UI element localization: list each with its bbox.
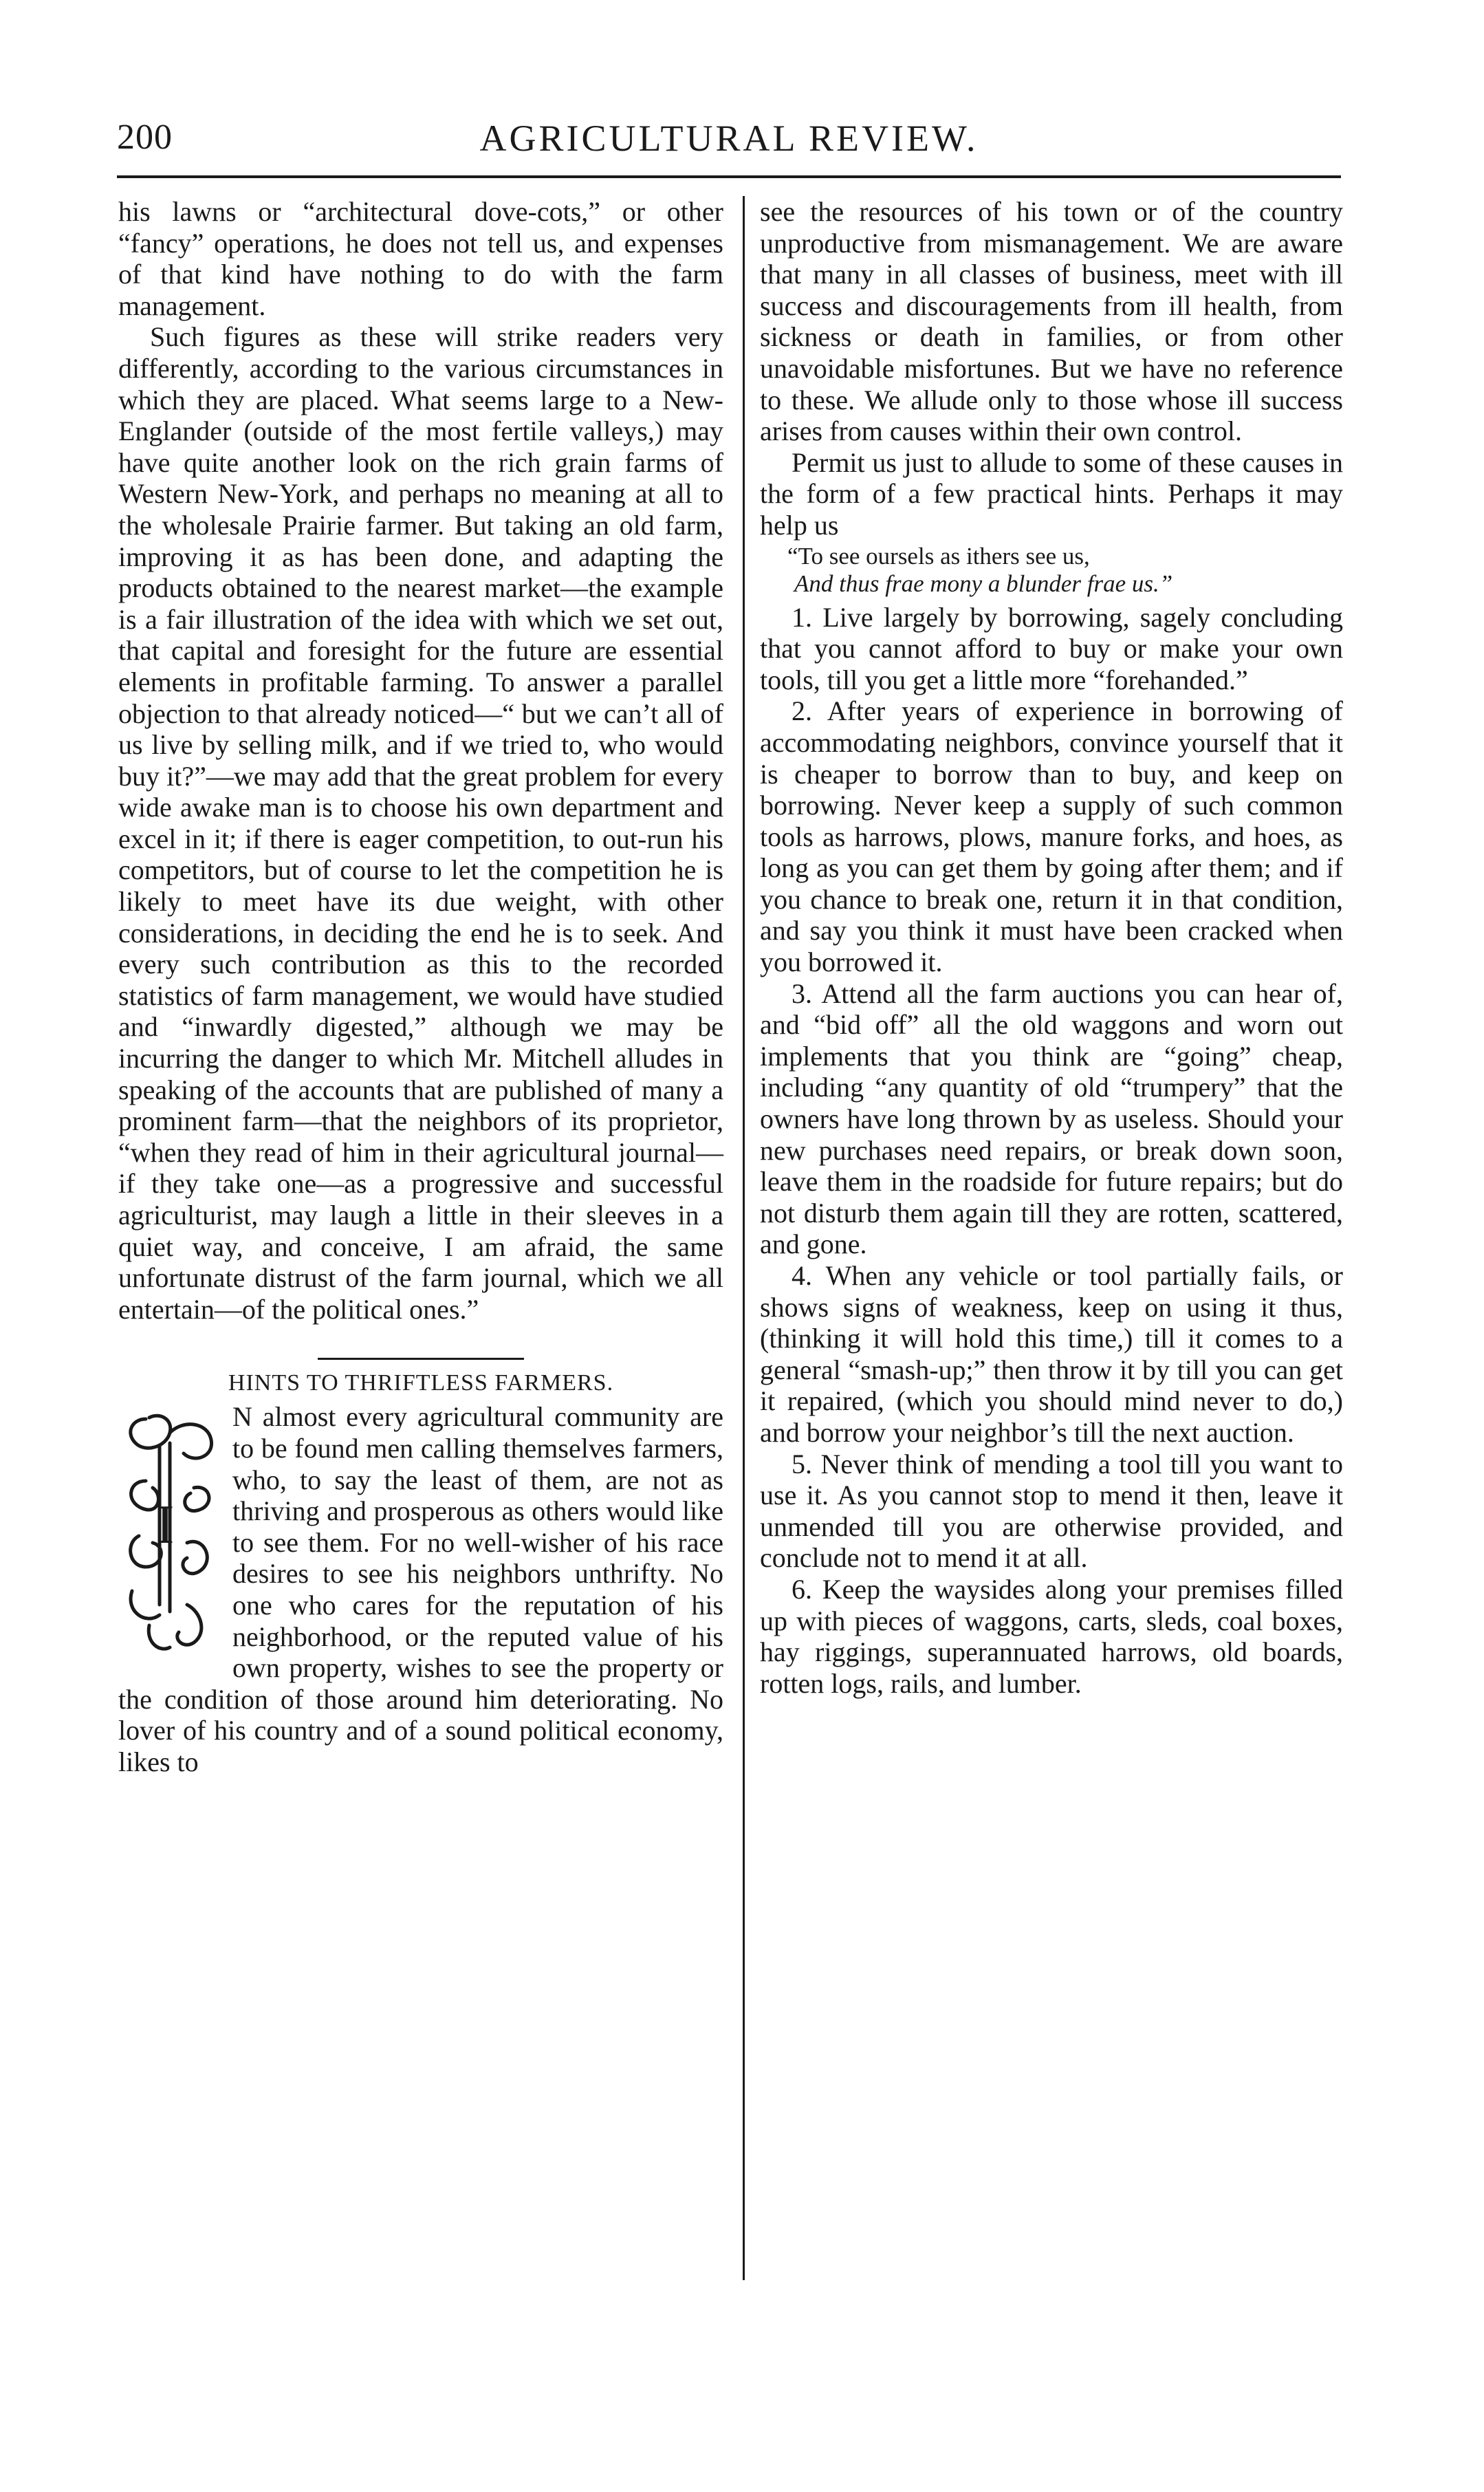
hint-item: 5. Never think of mending a tool till you want to use it. As you cannot stop to mend it then, leave it unmended till you are otherwise provided, and conclude not to mend it at all.	[760, 1448, 1343, 1574]
hint-item: 6. Keep the waysides along your premises filled up with pieces of waggons, carts, sleds, coal boxes, hay riggings, superannuated harrows, old boards, rotten logs, rails, and lumber.	[760, 1573, 1343, 1699]
hint-item: 3. Attend all the farm auctions you can hear of, and “bid off” all the old waggons and worn out implements that you think are “going” cheap, including “any quantity of old “trumpery” that the owners have long thrown by as useless. Should your new purchases need repairs, or break down soon, leave them in the roadside for future repairs; but do not disturb them again till they are rotten, scattered, and gone.	[760, 977, 1343, 1260]
paragraph: his lawns or “architectural dove-cots,” or other “fancy” operations, he does not tell us, and expenses of that kind have nothing to do with the farm management.	[118, 196, 723, 321]
dropcap-letter: I	[155, 1495, 175, 1556]
left-column	[118, 196, 723, 1778]
page-header	[117, 117, 1341, 172]
verse-line: And thus frae mony a blunder frae us.”	[794, 570, 1173, 597]
column-divider	[743, 196, 745, 2280]
paragraph: Such figures as these will strike readers very differently, according to the various circumstances in which they are placed. What seems large to a New-Englander (outside of the most fertile valleys,) may have quite another look on the rich grain farms of Western New-York, and perhaps no meaning at all to the wholesale Prairie farmer. But taking an old farm, improving it as has been done, and adapting the products obtained to the nearest market—the example is a fair illustration of the idea with which we set out, that capital and foresight for the future are essential elements in profitable farming. To answer a parallel objection to that already noticed—“ but we can’t all of us live by selling milk, and if we tried to, who would buy it?”—we may add that the great problem for every wide awake man is to choose his own department and excel in it; if there is eager competition, to out-run his competitors, but of course to let the competition he is likely to meet have its due weight, with other considerations, in deciding the end he is to seek. And every such contribution as this to the recorded statistics of farm management, we would have studied and “inwardly digested,” although we may be incurring the danger to which Mr. Mitchell alludes in speaking of the accounts that are published of many a prominent farm—that the neighbors of its proprietor, “when they read of him in their agricultural journal—if they take one—as a progressive and successful agriculturist, may laugh a little in their sleeves in a quiet way, and conceive, I am afraid, the same unfortunate distrust of the farm journal, which we all entertain—of the political ones.”	[118, 321, 723, 1325]
page-number: 200	[117, 118, 173, 157]
verse-line: “To see oursels as ithers see us,	[787, 542, 1090, 570]
dropcap-ornament-icon	[118, 1405, 221, 1661]
hint-item: 4. When any vehicle or tool partially fails, or shows signs of weakness, keep on using it thus, (thinking it will hold this time,) till it comes to a general “smash-up;” then throw it by till you can get it repaired, (which you should mind never to do,) and borrow your neighbor’s till the next auction.	[760, 1260, 1343, 1448]
right-column	[760, 196, 1343, 1699]
verse-quote	[760, 543, 1343, 598]
paragraph: N almost every agricultural community are to be found men calling themselves farmers, who, to say the least of them, are not as thriving and prosperous as others would like to see them. For no well-wisher of his race desires to see his neighbors unthrifty. No one who cares for the reputation of his neighborhood, or the reputed value of his own property, wishes to see the property or the condition of those around him deteriorating. No lover of his country and of a sound political economy, likes to	[118, 1401, 723, 1777]
hint-item: 2. After years of experience in borrowing of accommodating neighbors, convince yourself that it is cheaper to borrow than to buy, and keep on borrowing. Never keep a supply of such common tools as harrows, plows, manure forks, and hoes, as long as you can get them by going after them; and if you chance to break one, return it in that condition, and say you think it must have been cracked when you borrowed it.	[760, 695, 1343, 978]
paragraph: Permit us just to allude to some of these causes in the form of a few practical hints. Perhaps it may help us	[760, 446, 1343, 541]
ornamental-dropcap	[118, 1405, 221, 1661]
running-title: AGRICULTURAL REVIEW.	[479, 118, 979, 159]
section-rule	[318, 1358, 524, 1360]
paragraph: see the resources of his town or of the country unproductive from mismanagement. We are aware that many in all classes of business, meet with ill success and discouragements from ill health, from sickness or death in families, or from other unavoidable misfortunes. But we have no reference to these. We allude only to those whose ill success arises from causes within their own control.	[760, 196, 1343, 447]
section-title: HINTS TO THRIFTLESS FARMERS.	[228, 1370, 614, 1396]
header-rule	[117, 175, 1341, 178]
hint-item: 1. Live largely by borrowing, sagely concluding that you cannot afford to buy or make your own tools, till you get a little more “forehanded.”	[760, 601, 1343, 695]
